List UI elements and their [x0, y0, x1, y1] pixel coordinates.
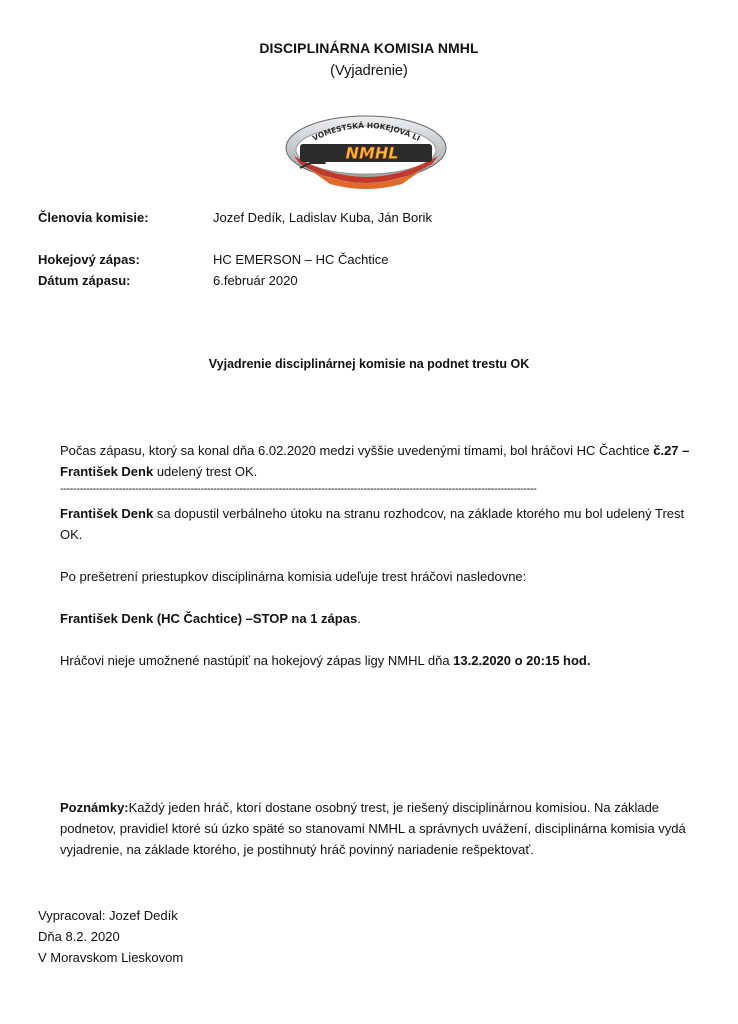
paragraph-investigation: Po prešetrení priestupkov disciplinárna komisia udeľuje trest hráčovi nasledovne: — [60, 569, 527, 584]
statement-heading: Vyjadrenie disciplinárnej komisie na podnet trestu OK — [208, 357, 530, 371]
members-label: Členovia komisie: — [38, 210, 149, 225]
prepared-by: Vypracoval: Jozef Dedík — [38, 908, 178, 923]
match-label: Hokejový zápas: — [38, 252, 140, 267]
date-label: Dátum zápasu: — [38, 273, 131, 288]
paragraph-reason: František Denk sa dopustil verbálneho útoku na stranu rozhodcov, na základe ktorého mu bol udelený Trest OK. — [60, 506, 685, 542]
date-value: 6.február 2020 — [213, 273, 298, 288]
paragraph-incident: Počas zápasu, ktorý sa konal dňa 6.02.2020 medzi vyššie uvedenými tímami, bol hráčovi HC Čachtice č.27 – František Denk udelený trest OK. — [60, 443, 690, 479]
separator-line: -------------------------------------------------------------------------------------------------------------------------------------------------- — [60, 483, 537, 495]
nmhl-logo — [282, 112, 450, 192]
paragraph-notes: Poznámky:Každý jeden hráč, ktorí dostane osobný trest, je riešený disciplinárnou komisiou. Na základe podnetov, pravidiel ktoré sú úzko späté so stanovami NMHL a správnych uvážení, disciplinárna komisia vydá vyjadrenie, na základe ktorého, je postihnutý hráč povinný nariadenie rešpektovať. — [60, 800, 686, 857]
document-subtitle: (Vyjadrenie) — [330, 63, 408, 79]
signature-date: Dňa 8.2. 2020 — [38, 929, 120, 944]
members-value: Jozef Dedík, Ladislav Kuba, Ján Borik — [213, 210, 432, 225]
paragraph-restriction: Hráčovi nieje umožnené nastúpiť na hokejový zápas ligy NMHL dňa 13.2.2020 o 20:15 hod. — [60, 653, 591, 668]
logo-arc-text: VOMESTSKÁ HOKEJOVÁ LI — [310, 120, 422, 144]
document-title: DISCIPLINÁRNA KOMISIA NMHL — [259, 40, 479, 56]
match-value: HC EMERSON – HC Čachtice — [213, 252, 389, 267]
paragraph-penalty: František Denk (HC Čachtice) –STOP na 1 zápas. — [60, 611, 361, 626]
signature-place: V Moravskom Lieskovom — [38, 950, 184, 965]
logo-letters: NMHL — [345, 143, 399, 163]
